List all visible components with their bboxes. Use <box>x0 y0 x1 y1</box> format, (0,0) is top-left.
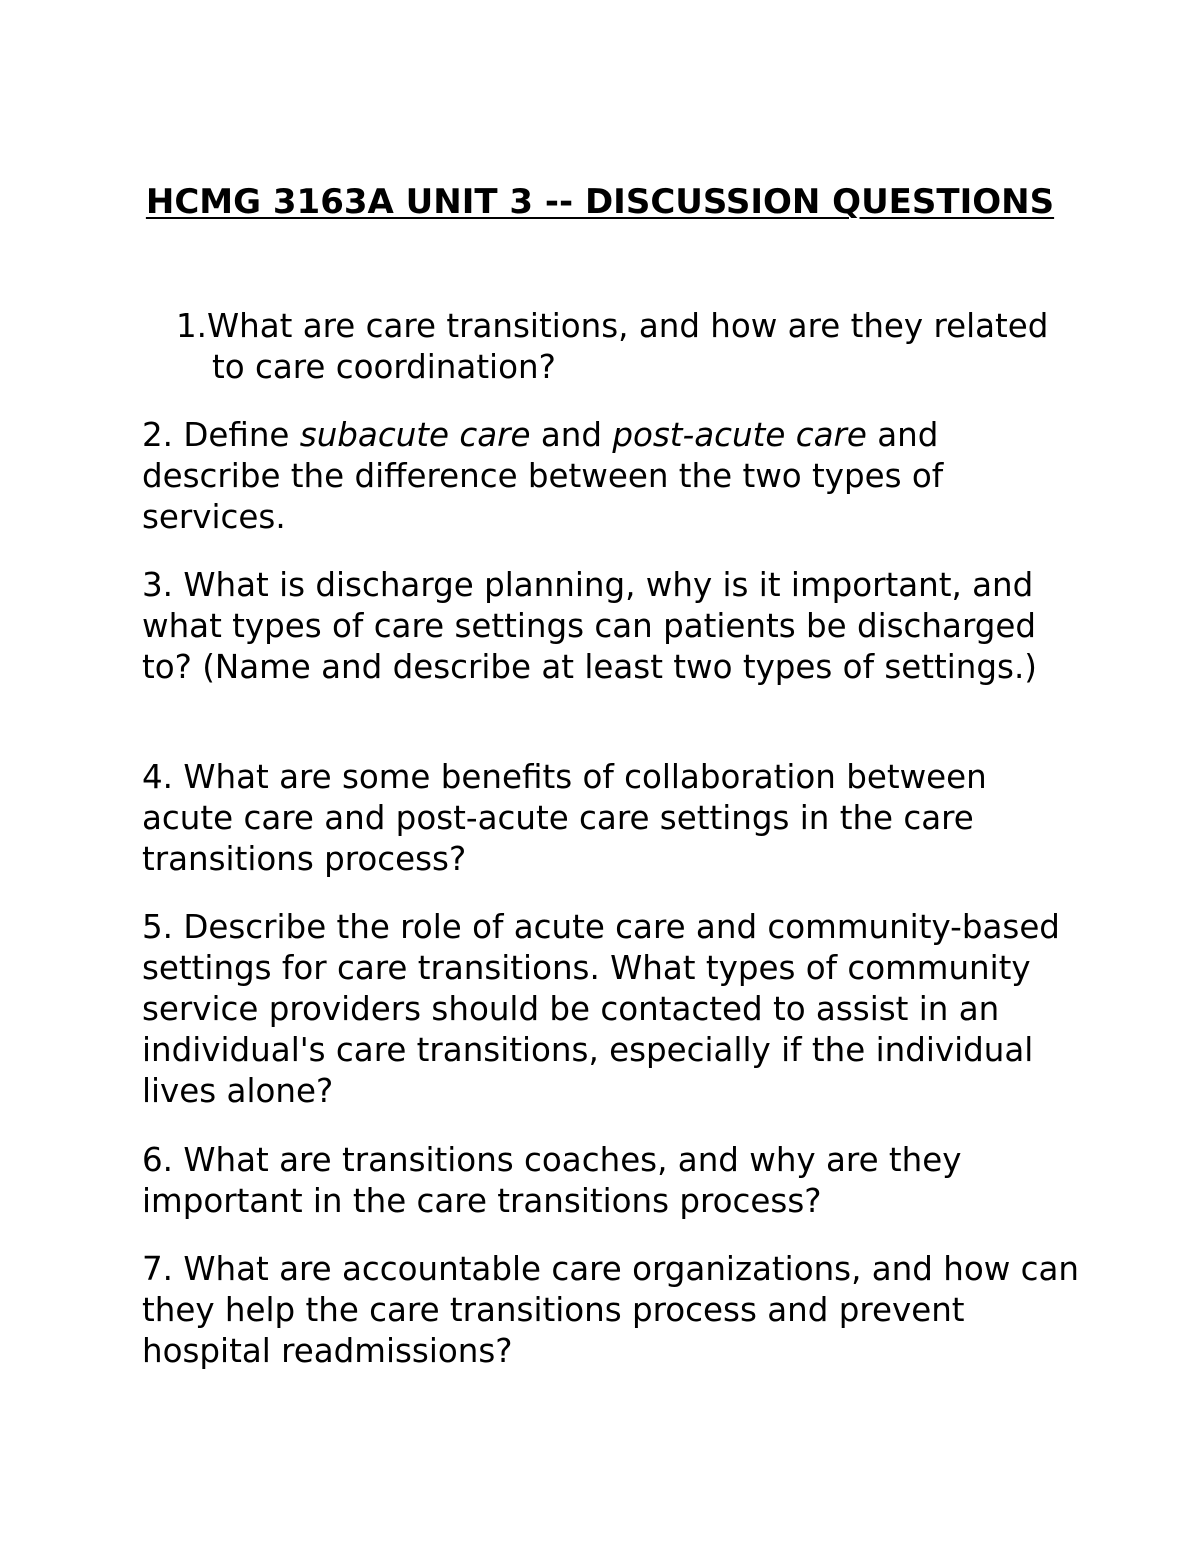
question-number: 7. <box>142 1250 174 1288</box>
document-title: HCMG 3163A UNIT 3 -- DISCUSSION QUESTIONS <box>145 182 1055 222</box>
question-text: What are transitions coaches, and why are they important in the care transitions process? <box>142 1141 962 1220</box>
question-7 <box>142 1249 1082 1372</box>
question-text: Describe the role of acute care and community-based settings for care transitions. What types of community service providers should be contacted to assist in an individual's care transitions, especially if the individual lives alone? <box>142 908 1060 1110</box>
question-text: What are accountable care organizations, and how can they help the care transitions process and prevent hospital readmissions? <box>142 1250 1080 1370</box>
question-2 <box>142 415 1082 538</box>
question-text-tail: and describe the difference between the two types of services. <box>142 416 944 536</box>
question-number: 2. <box>142 416 174 454</box>
question-text-mid: and <box>530 416 613 454</box>
question-number: 1. <box>176 307 208 345</box>
question-4 <box>142 757 1082 880</box>
question-text: What are care transitions, and how are they related to care coordination? <box>207 307 1049 386</box>
question-3 <box>142 565 1082 688</box>
question-5 <box>142 907 1082 1112</box>
question-number: 3. <box>142 566 174 604</box>
question-6 <box>142 1140 1082 1222</box>
question-1 <box>176 306 1072 388</box>
question-text-lead: Define <box>173 416 300 454</box>
question-text: What are some benefits of collaboration between acute care and post-acute care settings in the care transitions process? <box>142 758 987 878</box>
question-number: 4. <box>142 758 174 796</box>
term-post-acute-care: post-acute care <box>612 416 867 454</box>
question-text: What is discharge planning, why is it important, and what types of care settings can patients be discharged to? (Name and describe at least two types of settings.) <box>142 566 1037 686</box>
question-number: 5. <box>142 908 174 946</box>
term-subacute-care: subacute care <box>299 416 531 454</box>
question-number: 6. <box>142 1141 174 1179</box>
